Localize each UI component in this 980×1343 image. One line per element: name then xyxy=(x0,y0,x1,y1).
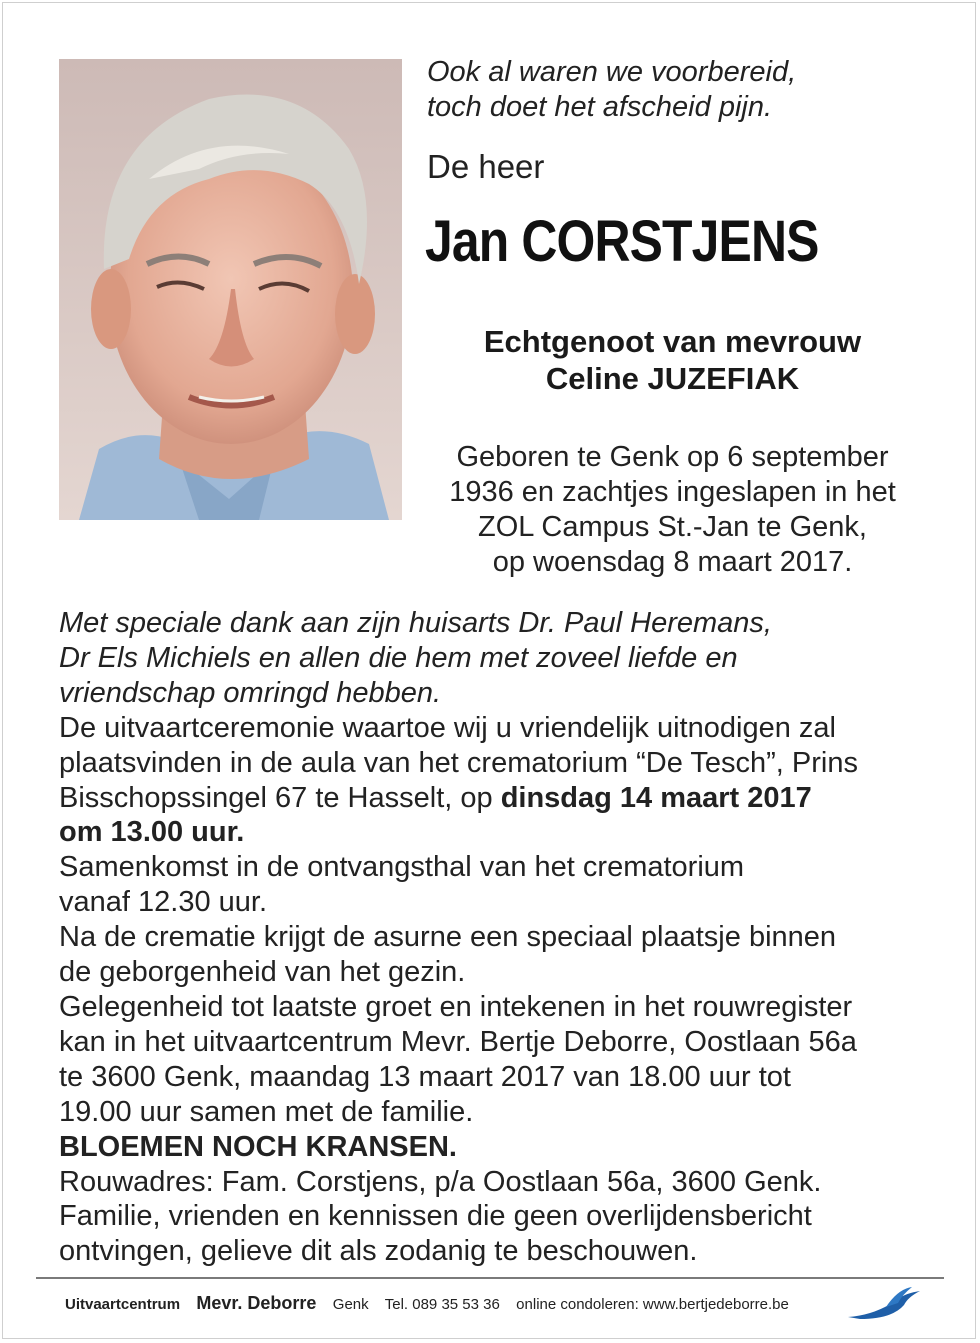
footer-center-label: Uitvaartcentrum xyxy=(65,1296,181,1313)
ceremony-place: Bisschopssingel 67 te Hasselt, op xyxy=(59,781,501,814)
farewell-line-2: kan in het uitvaartcentrum Mevr. Bertje Deborre, Oostlaan 56a xyxy=(59,1025,857,1058)
farewell-line-1: Gelegenheid tot laatste groet en intekenen in het rouwregister xyxy=(59,990,853,1023)
birth-line-4: op woensdag 8 maart 2017. xyxy=(492,546,853,578)
announcement-body xyxy=(59,606,939,1269)
salutation: De heer xyxy=(427,148,545,185)
footer-city: Genk xyxy=(332,1296,369,1313)
farewell-line-4: 19.00 uur samen met de familie. xyxy=(59,1095,474,1128)
quote-line-1: Ook al waren we voorbereid, xyxy=(427,56,797,88)
thanks-line-1: Met speciale dank aan zijn huisarts Dr. Paul Heremans, xyxy=(59,607,772,639)
spouse-line-2: Celine JUZEFIAK xyxy=(545,361,800,396)
birth-death-block xyxy=(420,440,925,580)
footer-brand: Mevr. Deborre xyxy=(196,1293,317,1313)
thanks-line-3: vriendschap omringd hebben. xyxy=(59,676,442,709)
ceremony-line-2: plaatsvinden in de aula van het crematorium “De Tesch”, Prins xyxy=(59,746,858,779)
thanks-line-2: Dr Els Michiels en allen die hem met zoveel liefde en xyxy=(59,641,738,674)
urn-line-1: Na de crematie krijgt de asurne een speciaal plaatsje binnen xyxy=(59,921,837,954)
footer xyxy=(65,1293,789,1314)
footer-divider xyxy=(36,1277,944,1279)
deceased-name: Jan CORSTJENS xyxy=(425,209,819,274)
portrait-photo xyxy=(59,59,402,520)
spouse-line-1: Echtgenoot van mevrouw xyxy=(483,324,862,359)
flowers-notice: BLOEMEN NOCH KRANSEN. xyxy=(59,1130,457,1163)
notice-line-1: Familie, vrienden en kennissen die geen overlijdensbericht xyxy=(59,1200,812,1233)
footer-online-link[interactable]: online condoleren: www.bertjedeborre.be xyxy=(516,1296,789,1313)
birth-line-2: 1936 en zachtjes ingeslapen in het xyxy=(449,476,896,508)
farewell-line-3: te 3600 Genk, maandag 13 maart 2017 van 18.00 uur tot xyxy=(59,1060,791,1093)
mourning-address: Rouwadres: Fam. Corstjens, p/a Oostlaan 56a, 3600 Genk. xyxy=(59,1165,822,1198)
dove-logo-icon xyxy=(846,1285,926,1330)
birth-line-1: Geboren te Genk op 6 september xyxy=(456,441,889,473)
footer-phone: Tel. 089 35 53 36 xyxy=(384,1296,500,1313)
ceremony-line-1: De uitvaartceremonie waartoe wij u vriendelijk uitnodigen zal xyxy=(59,711,836,744)
ceremony-time: om 13.00 uur. xyxy=(59,816,245,849)
quote-line-2: toch doet het afscheid pijn. xyxy=(427,91,773,123)
urn-line-2: de geborgenheid van het gezin. xyxy=(59,956,466,989)
portrait-illustration xyxy=(59,59,402,520)
birth-line-3: ZOL Campus St.-Jan te Genk, xyxy=(478,511,867,543)
ceremony-line-3 xyxy=(59,781,939,816)
ceremony-date: dinsdag 14 maart 2017 xyxy=(500,781,812,814)
gathering-line-1: Samenkomst in de ontvangsthal van het crematorium xyxy=(59,851,745,884)
opening-quote xyxy=(427,55,796,125)
gathering-line-2: vanaf 12.30 uur. xyxy=(59,886,267,919)
spouse-block xyxy=(420,323,925,397)
notice-line-2: ontvingen, gelieve dit als zodanig te beschouwen. xyxy=(59,1235,698,1268)
